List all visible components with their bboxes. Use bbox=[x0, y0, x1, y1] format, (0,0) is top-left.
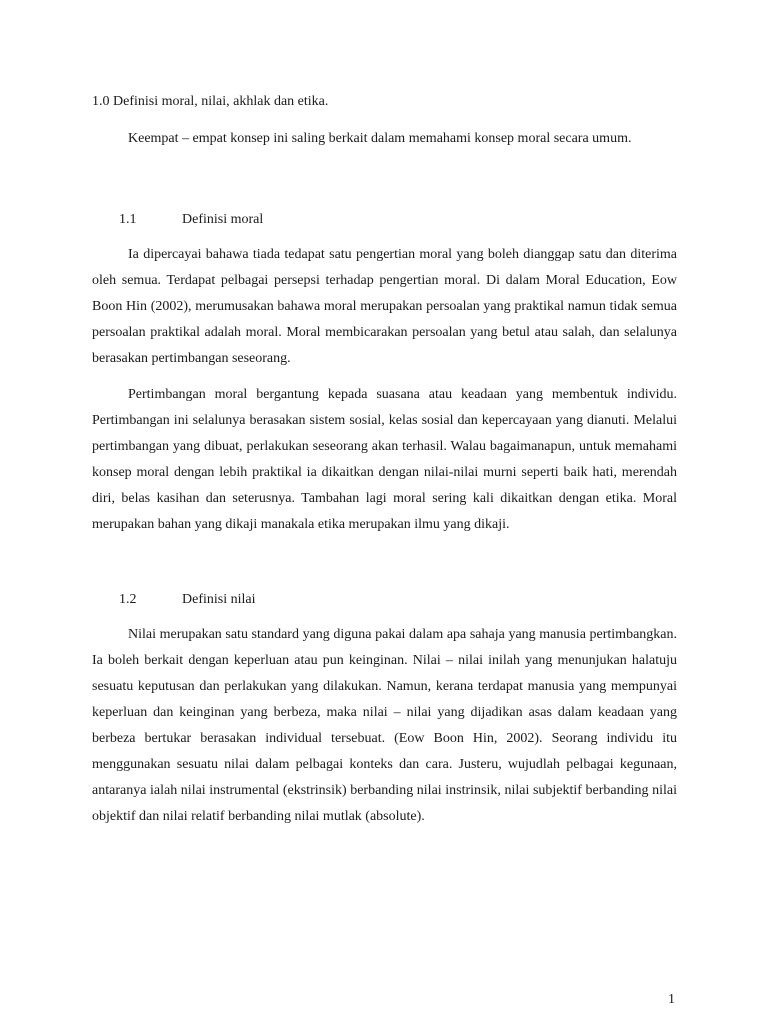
page-number: 1 bbox=[668, 992, 675, 1007]
section-heading-text: Definisi nilai bbox=[182, 592, 256, 607]
nilai-paragraph-1: Nilai merupakan satu standard yang diguna pakai dalam apa sahaja yang manusia pertimbangkan. Ia boleh berkait dengan keperluan atau pun keinginan. Nilai – nilai inilah yang menunjukan halatuju sesuatu keputusan dan perlakukan yang dilakukan. Namun, kerana terdapat manusia yang mempunyai keperluan dan keinginan yang berbeza, maka nilai – nilai yang dijadikan asas dalam keadaan yang berbeza bertukar berasakan individual tersebuat. (Eow Boon Hin, 2002). Seorang individu itu menggunakan sesuatu nilai dalam pelbagai konteks dan cara. Justeru, wujudlah pelbagai kegunaan, antaranya ialah nilai instrumental (ekstrinsik) berbanding nilai instrinsik, nilai subjektif berbanding nilai objektif dan nilai relatif berbanding nilai mutlak (absolute). bbox=[92, 627, 677, 824]
moral-paragraph-1: Ia dipercayai bahawa tiada tedapat satu pengertian moral yang boleh dianggap satu dan diterima oleh semua. Terdapat pelbagai persepsi terhadap pengertian moral. Di dalam Moral Education, Eow Boon Hin (2002), merumusakan bahawa moral merupakan persoalan yang praktikal namun tidak semua persoalan praktikal adalah moral. Moral membicarakan persoalan yang betul atau salah, dan selalunya berasakan pertimbangan seseorang. bbox=[92, 247, 677, 366]
intro-paragraph: Keempat – empat konsep ini saling berkait dalam memahami konsep moral secara umum. bbox=[128, 131, 632, 146]
section-heading-text: Definisi moral bbox=[182, 212, 264, 227]
moral-paragraph-2: Pertimbangan moral bergantung kepada suasana atau keadaan yang membentuk individu. Pertimbangan ini selalunya berasakan sistem sosial, kelas sosial dan kepercayaan yang dianuti. Melalui pertimbangan yang dibuat, perlakukan seseorang akan terhasil. Walau bagaimanapun, untuk memahami konsep moral dengan lebih praktikal ia dikaitkan dengan nilai-nilai murni seperti baik hati, merendah diri, belas kasihan dan seterusnya. Tambahan lagi moral sering kali dikaitkan dengan etika. Moral merupakan bahan yang dikaji manakala etika merupakan ilmu yang dikaji. bbox=[92, 387, 677, 532]
section-heading-nilai bbox=[92, 590, 677, 610]
document-title: 1.0 Definisi moral, nilai, akhlak dan etika. bbox=[92, 94, 329, 109]
section-heading-moral bbox=[92, 210, 677, 230]
document-page bbox=[92, 92, 677, 830]
section-number: 1.2 bbox=[119, 592, 137, 607]
section-number: 1.1 bbox=[119, 212, 137, 227]
